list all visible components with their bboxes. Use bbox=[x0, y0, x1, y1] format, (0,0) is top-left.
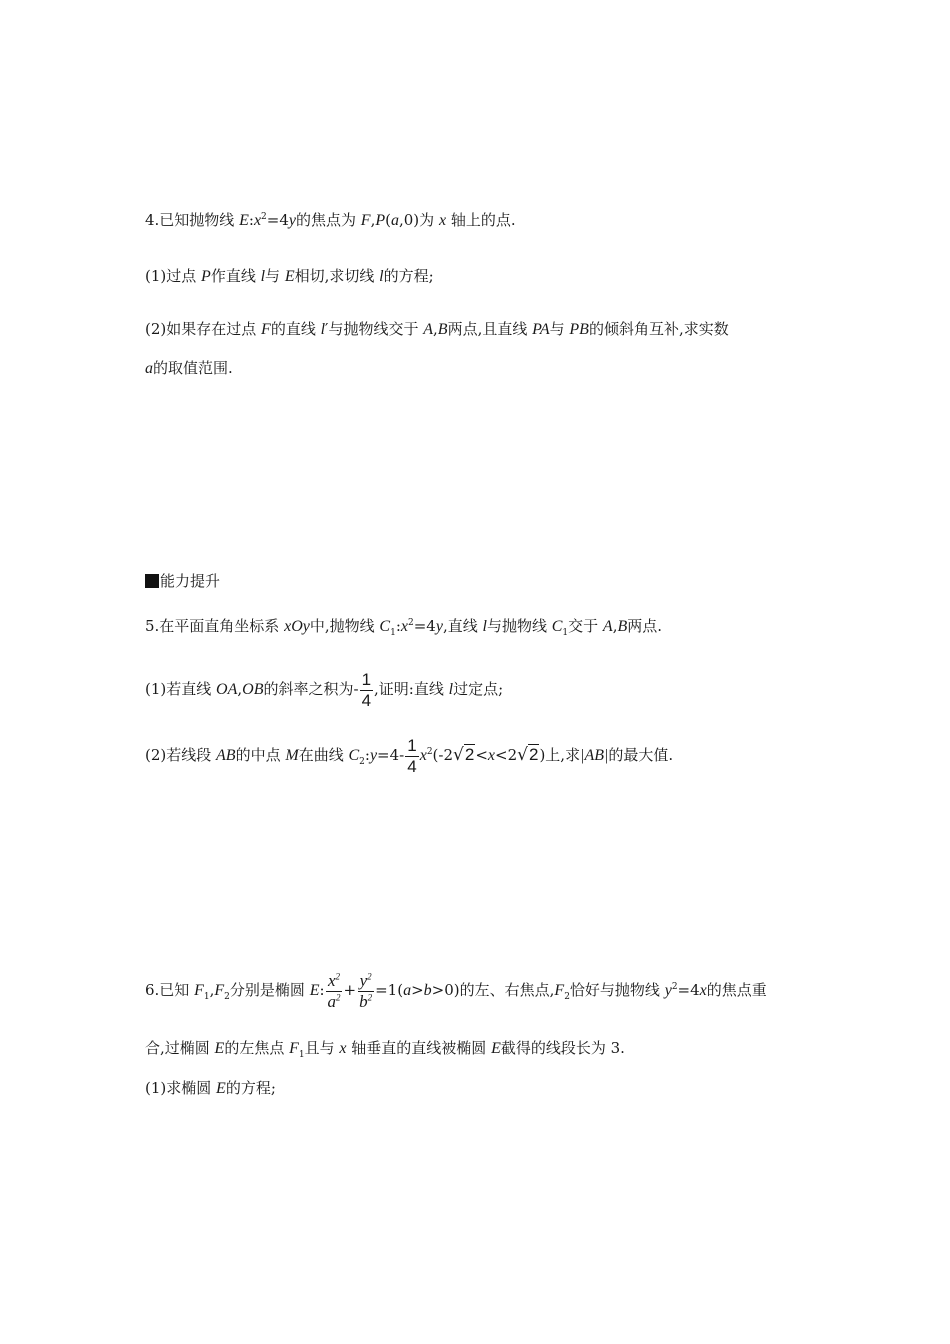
math-var: E bbox=[309, 982, 320, 999]
math-var: x bbox=[253, 212, 262, 229]
text: , bbox=[237, 680, 243, 698]
text: , bbox=[209, 981, 215, 999]
subscript: 2 bbox=[224, 992, 230, 1002]
denominator bbox=[357, 992, 374, 1012]
math-var: C bbox=[551, 618, 563, 635]
text: =4- bbox=[377, 746, 405, 764]
math-var: x bbox=[487, 747, 496, 764]
text: 与 bbox=[265, 267, 285, 285]
math-var: a bbox=[403, 982, 412, 999]
subscript: 2 bbox=[359, 757, 365, 767]
q5-part1 bbox=[145, 668, 503, 711]
math-var: x bbox=[419, 747, 427, 764]
text: 的左、右焦点, bbox=[459, 981, 555, 999]
q6-stem-line2 bbox=[145, 1038, 625, 1059]
exponent: 2 bbox=[367, 991, 373, 1002]
math-var: E bbox=[216, 1080, 226, 1097]
radicand: 2 bbox=[528, 745, 539, 764]
radicand: 2 bbox=[464, 745, 475, 764]
text: 的斜率之积为 bbox=[263, 680, 354, 698]
text: 作直线 bbox=[210, 267, 261, 285]
text: 与抛物线 bbox=[486, 617, 552, 635]
text: (1)过点 bbox=[145, 267, 202, 285]
exponent: 2 bbox=[367, 970, 372, 981]
text: 轴垂直的直线被椭圆 bbox=[346, 1039, 492, 1057]
math-var: l bbox=[260, 268, 266, 285]
math-var: F bbox=[289, 1040, 299, 1057]
text: : bbox=[319, 981, 325, 999]
text: : bbox=[395, 617, 401, 635]
text: : bbox=[248, 211, 254, 229]
text: )上,求 bbox=[539, 746, 581, 764]
math-var: x bbox=[339, 1040, 347, 1057]
text: 的取值范围. bbox=[153, 359, 233, 377]
text: 中,抛物线 bbox=[309, 617, 380, 635]
fraction-y2-b2 bbox=[357, 971, 374, 1012]
text: >0) bbox=[431, 981, 460, 999]
math-var: A bbox=[602, 618, 613, 635]
text: 的中点 bbox=[235, 746, 286, 764]
math-var: b bbox=[423, 982, 432, 999]
math-var: x bbox=[699, 982, 707, 999]
math-var: xOy bbox=[284, 618, 310, 635]
fraction bbox=[405, 736, 418, 777]
math-var: B bbox=[617, 618, 628, 635]
math-var: |AB| bbox=[580, 747, 609, 764]
text: 与 bbox=[549, 320, 570, 338]
denominator bbox=[326, 992, 343, 1012]
text: 截得的线段长为 3. bbox=[500, 1039, 625, 1057]
numerator bbox=[326, 971, 342, 992]
math-var: F bbox=[194, 982, 204, 999]
section-title: 能力提升 bbox=[160, 572, 221, 590]
math-var: OB bbox=[242, 681, 264, 698]
math-var: OA bbox=[216, 681, 238, 698]
text: : bbox=[364, 746, 370, 764]
q4-stem bbox=[145, 210, 516, 231]
math-var: C bbox=[379, 618, 391, 635]
math-var: F bbox=[554, 982, 565, 999]
text: (1)若直线 bbox=[145, 680, 217, 698]
numerator: 1 bbox=[407, 735, 417, 755]
math-var: A bbox=[423, 321, 434, 338]
numerator bbox=[358, 971, 374, 992]
q4-part1 bbox=[145, 266, 434, 287]
text: =4 bbox=[677, 981, 700, 999]
text: (1)求椭圆 bbox=[145, 1079, 217, 1097]
q5-part2 bbox=[145, 734, 673, 777]
section-heading bbox=[145, 571, 220, 591]
text: 且与 bbox=[304, 1039, 340, 1057]
math-var: y bbox=[664, 982, 672, 999]
text: 4.已知抛物线 bbox=[145, 211, 240, 229]
math-var: E bbox=[284, 268, 295, 285]
math-var: AB bbox=[216, 747, 236, 764]
text: 合,过椭圆 bbox=[145, 1039, 215, 1057]
text: + bbox=[343, 981, 357, 999]
text: 的直线 bbox=[270, 320, 321, 338]
text: 的方程; bbox=[225, 1079, 276, 1097]
math-var: y bbox=[369, 747, 378, 764]
math-var: x bbox=[400, 618, 408, 635]
math-var: a bbox=[145, 360, 153, 377]
text: (-2 bbox=[432, 746, 454, 764]
denominator: 4 bbox=[407, 756, 417, 776]
subscript: 1 bbox=[390, 628, 396, 638]
text: ,证明:直线 bbox=[374, 680, 449, 698]
text: ,0)为 bbox=[399, 211, 439, 229]
exponent: 2 bbox=[426, 747, 433, 757]
text: 的焦点为 bbox=[296, 211, 361, 229]
math-var: l bbox=[448, 681, 454, 698]
text: (2)若线段 bbox=[145, 746, 217, 764]
text: 在曲线 bbox=[298, 746, 349, 764]
text: 与抛物线交于 bbox=[328, 320, 424, 338]
text: =1( bbox=[375, 981, 404, 999]
subscript: 1 bbox=[203, 992, 210, 1002]
text: 恰好与抛物线 bbox=[569, 981, 665, 999]
math-var: P bbox=[201, 268, 211, 285]
text: 相切,求切线 bbox=[294, 267, 380, 285]
math-var: F bbox=[360, 212, 371, 229]
exponent: 2 bbox=[336, 991, 341, 1002]
text: , bbox=[433, 320, 438, 338]
math-var: x bbox=[328, 970, 336, 990]
text: ( bbox=[385, 211, 391, 229]
math-var: b bbox=[359, 991, 368, 1011]
subscript: 1 bbox=[298, 1050, 305, 1060]
fraction-x2-a2 bbox=[326, 971, 343, 1012]
subscript: 1 bbox=[562, 628, 569, 638]
math-var: y bbox=[359, 970, 368, 990]
math-var: F bbox=[261, 321, 271, 338]
math-var: E bbox=[214, 1040, 225, 1057]
text: 6.已知 bbox=[145, 981, 195, 999]
math-var: l bbox=[320, 321, 326, 338]
math-var: a bbox=[327, 991, 337, 1011]
text: 过定点; bbox=[453, 680, 504, 698]
text: 5.在平面直角坐标系 bbox=[145, 617, 285, 635]
math-var: M bbox=[285, 747, 299, 764]
math-var: C bbox=[348, 747, 360, 764]
q6-part1 bbox=[145, 1078, 276, 1099]
math-var: l bbox=[379, 268, 384, 285]
text: 交于 bbox=[568, 617, 603, 635]
text: 分别是椭圆 bbox=[229, 981, 310, 999]
text: =4 bbox=[266, 211, 289, 229]
math-var: P bbox=[375, 212, 386, 229]
sqrt-icon: √ bbox=[517, 745, 528, 765]
text: ′ bbox=[325, 320, 329, 338]
exponent: 2 bbox=[407, 618, 414, 628]
text: - bbox=[353, 680, 359, 698]
text: 的方程; bbox=[383, 267, 434, 285]
text: 的最大值. bbox=[608, 746, 674, 764]
math-var: B bbox=[437, 321, 448, 338]
math-var: a bbox=[391, 212, 399, 229]
q4-part2-line2 bbox=[145, 358, 233, 379]
math-var: E bbox=[239, 212, 249, 229]
q6-stem-line1 bbox=[145, 968, 767, 1013]
exponent: 2 bbox=[335, 970, 341, 981]
black-square-icon bbox=[145, 574, 159, 588]
text: 的倾斜角互补,求实数 bbox=[588, 320, 729, 338]
text: ,直线 bbox=[442, 617, 483, 635]
text: , bbox=[370, 211, 376, 229]
text: , bbox=[612, 617, 618, 635]
q5-stem bbox=[145, 616, 662, 637]
text: =4 bbox=[413, 617, 436, 635]
math-var: F bbox=[214, 982, 225, 999]
math-var: E bbox=[491, 1040, 501, 1057]
math-var: x bbox=[438, 212, 447, 229]
text: 两点. bbox=[627, 617, 663, 635]
numerator: 1 bbox=[361, 669, 372, 689]
text: 的左焦点 bbox=[224, 1039, 290, 1057]
denominator: 4 bbox=[361, 690, 372, 710]
text: (2)如果存在过点 bbox=[145, 320, 262, 338]
text: > bbox=[411, 981, 424, 999]
text: 轴上的点. bbox=[446, 211, 516, 229]
math-var: y bbox=[288, 212, 297, 229]
math-var: PA bbox=[532, 321, 550, 338]
math-var: PB bbox=[569, 321, 589, 338]
text: 的焦点重 bbox=[706, 981, 767, 999]
sqrt-icon: √ bbox=[453, 745, 464, 765]
q4-part2-line1 bbox=[145, 319, 729, 340]
text: <2 bbox=[495, 746, 518, 764]
fraction bbox=[360, 670, 373, 711]
exponent: 2 bbox=[261, 212, 267, 222]
math-var: y bbox=[435, 618, 443, 635]
text: < bbox=[475, 746, 488, 764]
exponent: 2 bbox=[671, 982, 678, 992]
subscript: 2 bbox=[564, 992, 570, 1002]
math-var: l bbox=[482, 618, 487, 635]
text: 两点,且直线 bbox=[447, 320, 533, 338]
